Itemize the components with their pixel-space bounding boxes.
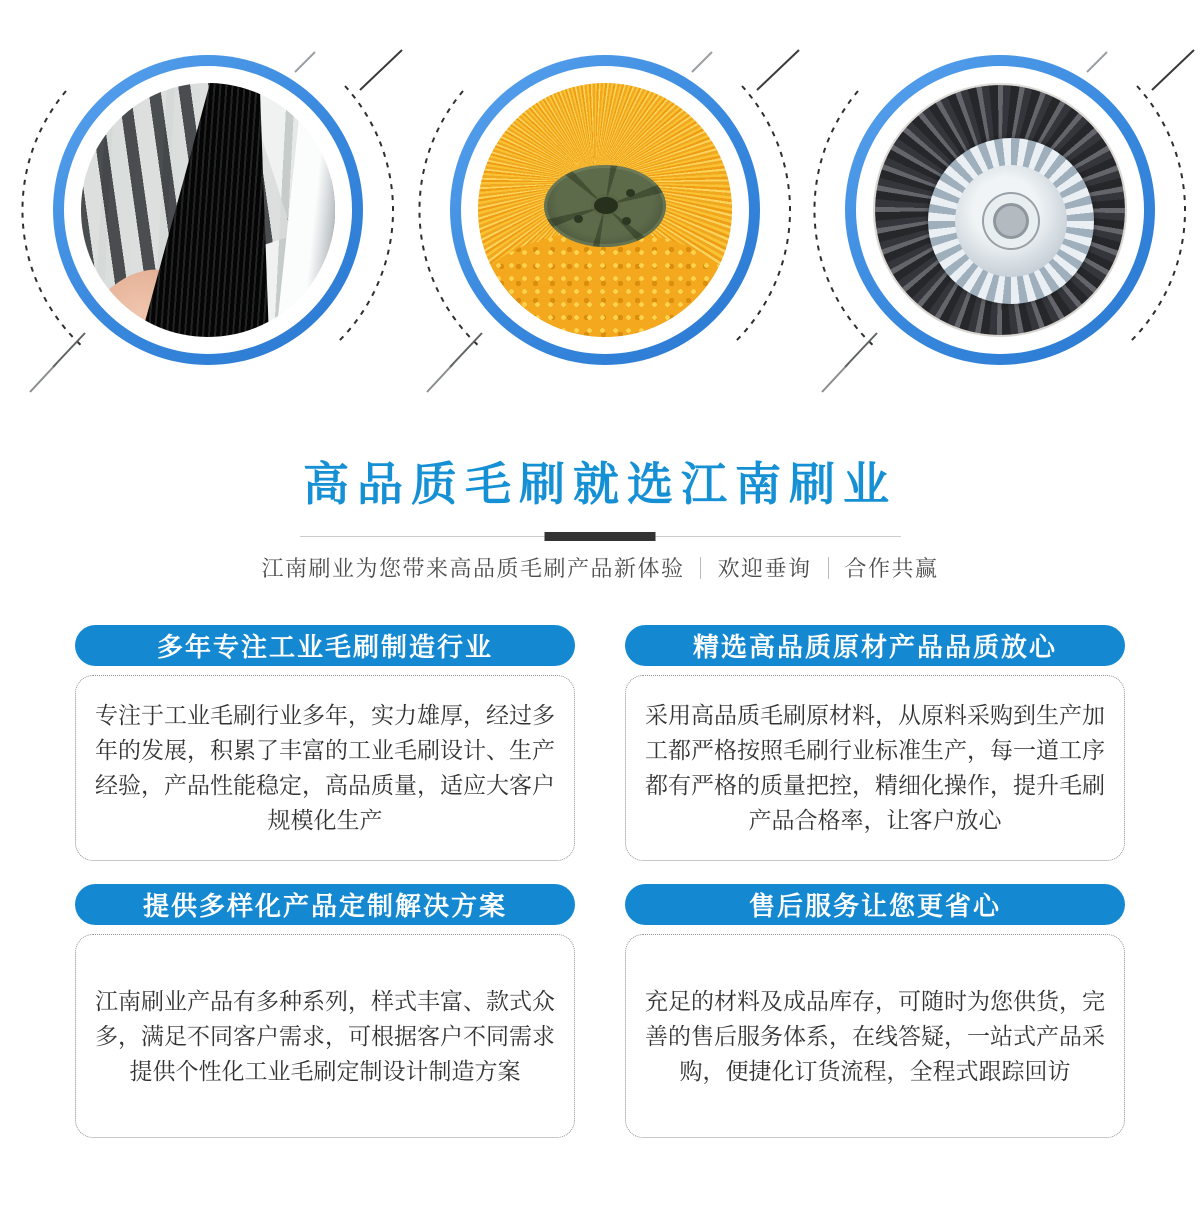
feature-card-experience [75,625,575,861]
card-body: 江南刷业产品有多种系列，样式丰富、款式众多，满足不同客户需求，可根据客户不同需求提供个性化工业毛刷定制设计制造方案 [75,934,575,1138]
page-title: 高品质毛刷就选江南刷业 [303,458,897,510]
product-photo-ring-3 [845,55,1155,365]
card-header: 多年专注工业毛刷制造行业 [75,625,575,666]
photo-ring-gap [461,66,749,354]
card-body: 采用高品质毛刷原材料，从原料采购到生产加工都严格按照毛刷行业标准生产，每一道工序都有严格的质量把控，精细化操作，提升毛刷产品合格率，让客户放心 [625,675,1125,861]
photo2-hub-bolt-hole [622,217,631,225]
feature-card-customization [75,884,575,1138]
title-divider [300,532,901,541]
feature-cards [75,625,1125,1138]
product-photo-ring-1 [53,55,363,365]
strip-brush-photo [81,83,335,337]
feature-card-materials [625,625,1125,861]
divider-center-bar [545,532,656,541]
feature-card-after-sales [625,884,1125,1138]
photo2-hub-bolt-hole [574,215,583,223]
subtitle-part-3: 合作共赢 [844,556,939,581]
hero-photos [0,0,1200,440]
card-header: 精选高品质原材产品品质放心 [625,625,1125,666]
subtitle-part-2: 欢迎垂询 [717,556,812,581]
photo2-plastic-hub [544,165,666,247]
wire-wheel-brush-photo [873,83,1127,337]
page-subtitle [0,556,1200,582]
product-photo-ring-2 [450,55,760,365]
card-body: 充足的材料及成品库存，可随时为您供货，完善的售后服务体系，在线答疑，一站式产品采购，便捷化订货流程，全程式跟踪回访 [625,934,1125,1138]
photo2-hub-center-hole [594,197,618,214]
photo2-brush-body-texture [478,233,732,337]
card-body: 专注于工业毛刷行业多年，实力雄厚，经过多年的发展，积累了丰富的工业毛刷设计、生产经验，产品性能稳定，高品质量，适应大客户规模化生产 [75,675,575,861]
card-header: 提供多样化产品定制解决方案 [75,884,575,925]
roller-brush-photo [478,83,732,337]
subtitle-separator [828,557,829,579]
card-header: 售后服务让您更省心 [625,884,1125,925]
subtitle-part-1: 江南刷业为您带来高品质毛刷产品新体验 [261,556,685,581]
photo2-hub-bolt-hole [626,189,635,197]
photo3-arbor-hole [984,194,1038,248]
photo-ring-gap [856,66,1144,354]
photo-ring-gap [64,66,352,354]
subtitle-separator [700,557,701,579]
